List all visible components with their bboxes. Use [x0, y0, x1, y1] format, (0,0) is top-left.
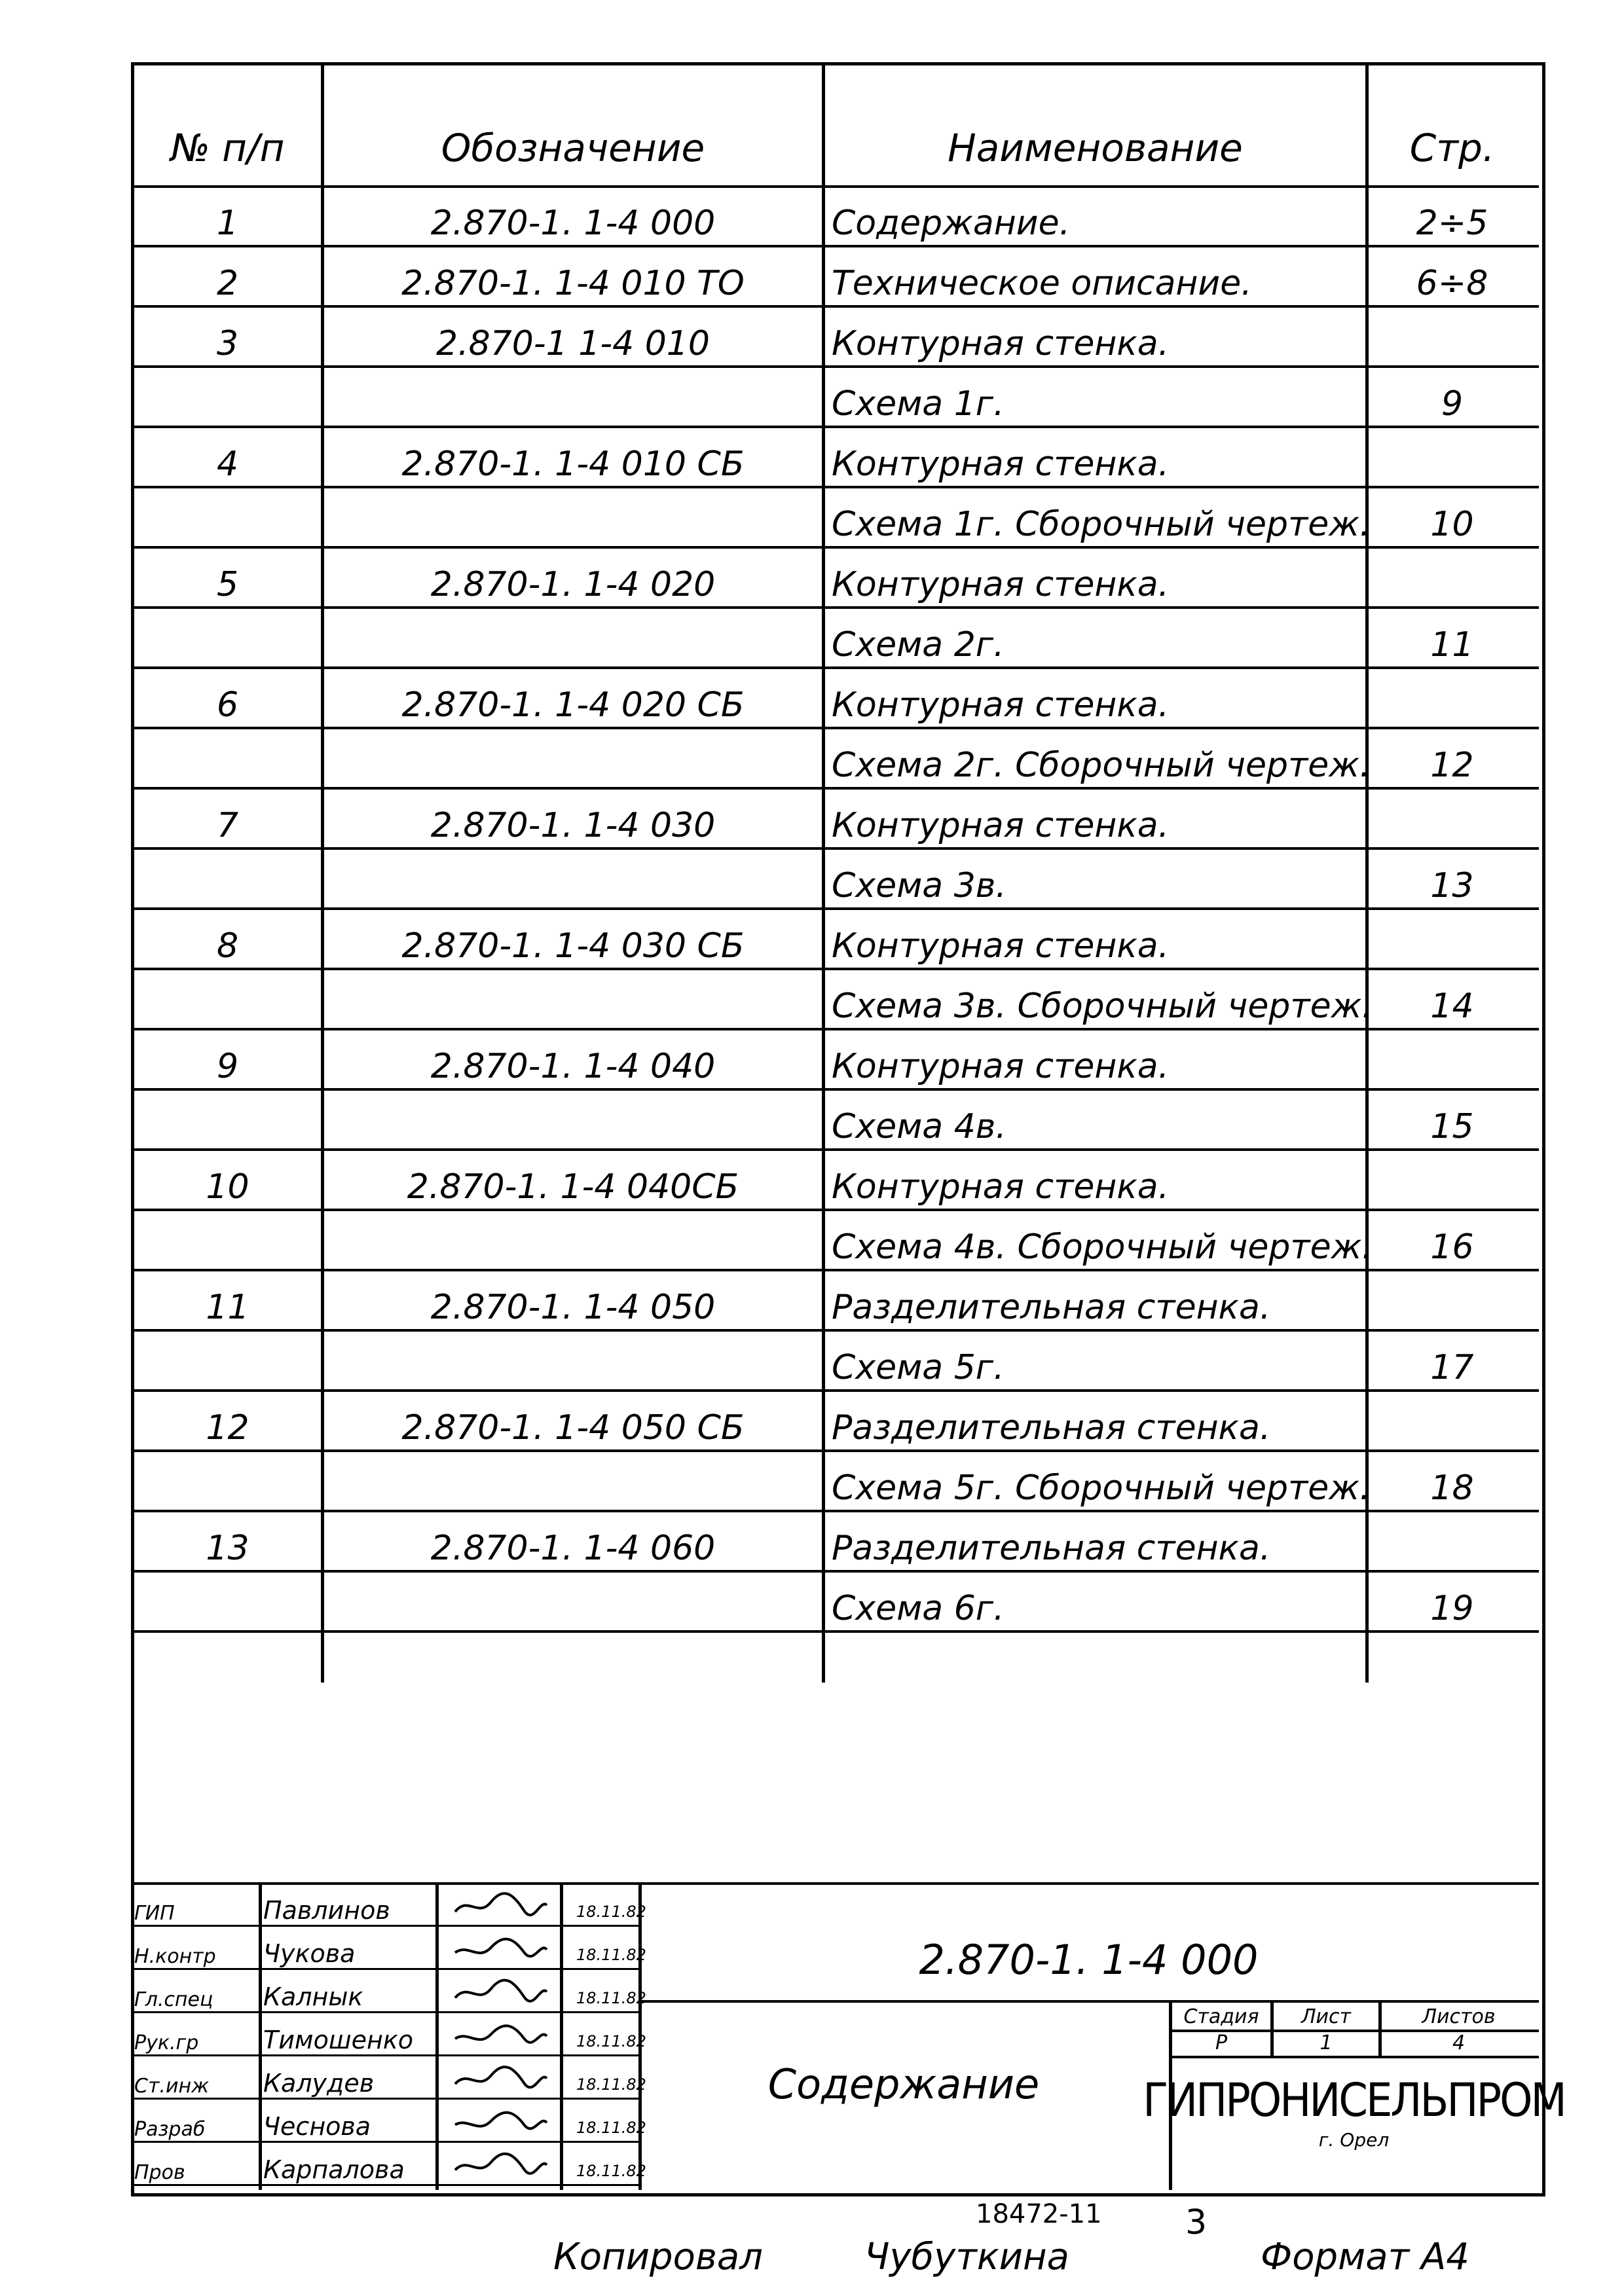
row-page-cell	[1369, 1396, 1536, 1448]
stamp-role: ГИП	[134, 1902, 175, 1925]
row-name-cell: Схема 5г. Сборочный чертеж.	[832, 1468, 1371, 1508]
row-rule	[134, 666, 1539, 669]
stamp-date: 18.11.82	[576, 2032, 646, 2050]
header-rule	[134, 185, 1539, 188]
stamp-date: 18.11.82	[576, 1903, 646, 1921]
row-designation-cell: 2.870-1. 1-4 010 СБ	[401, 445, 745, 484]
row-num-cell: 11	[206, 1288, 249, 1327]
row-num-cell: 9	[216, 1047, 239, 1086]
row-name-cell: Схема 1г.	[832, 384, 1005, 424]
row-rule	[134, 1630, 1539, 1633]
row-rule	[134, 787, 1539, 790]
footer-copied-name: Чубуткина	[864, 2236, 1069, 2278]
stamp-row-rule	[134, 2011, 638, 2013]
footer-format: Формат А4	[1261, 2236, 1469, 2278]
stamp-name: Чеснова	[263, 2112, 371, 2141]
row-num-cell: 12	[206, 1408, 249, 1448]
row-num-cell	[134, 1457, 321, 1508]
row-designation-cell: 2.870-1. 1-4 050	[430, 1288, 716, 1327]
stamp-stage-label: Стадия	[1183, 2005, 1259, 2028]
stamp-date: 18.11.82	[576, 2119, 646, 2137]
row-name-cell: Схема 4в. Сборочный чертеж.	[832, 1228, 1373, 1267]
signature-scribble	[452, 2022, 550, 2050]
row-designation-cell: 2.870-1. 1-4 040СБ	[407, 1167, 739, 1207]
row-rule	[134, 1570, 1539, 1573]
row-name-cell: Контурная стенка.	[832, 324, 1170, 363]
stamp-row-rule	[134, 2141, 638, 2143]
row-page-cell: 16	[1430, 1228, 1474, 1267]
row-designation-cell: 2.870-1 1-4 010	[436, 324, 710, 363]
row-name-cell: Схема 6г.	[832, 1589, 1005, 1628]
row-page-cell	[1369, 312, 1536, 363]
row-page-cell: 10	[1430, 505, 1474, 544]
row-num-cell: 7	[216, 806, 239, 845]
signature-scribble	[452, 2108, 550, 2137]
stamp-name: Чукова	[263, 1939, 356, 1968]
row-rule	[134, 727, 1539, 729]
row-page-cell: 18	[1430, 1468, 1474, 1508]
stamp-row-rule	[134, 2054, 638, 2056]
row-num-cell: 13	[206, 1529, 249, 1568]
stamp-name: Калудев	[263, 2069, 375, 2098]
row-name-cell: Схема 3в. Сборочный чертеж.	[832, 987, 1373, 1026]
stamp-sheet-label: Лист	[1301, 2005, 1352, 2028]
row-name-cell: Содержание.	[832, 204, 1071, 243]
row-designation-cell	[324, 1577, 822, 1628]
row-rule	[134, 426, 1539, 428]
row-page-cell: 11	[1430, 625, 1474, 665]
row-rule	[134, 847, 1539, 850]
row-rule	[134, 1269, 1539, 1271]
stamp-name: Павлинов	[263, 1896, 390, 1925]
stamp-stage-value: Р	[1215, 2032, 1228, 2054]
footer-copied-label: Копировал	[553, 2236, 763, 2278]
row-rule	[134, 1449, 1539, 1452]
row-name-cell: Контурная стенка.	[832, 685, 1170, 725]
stamp-city: г. Орел	[1318, 2129, 1390, 2151]
header-designation: Обозначение	[441, 126, 705, 170]
row-rule	[134, 305, 1539, 308]
stamp-row-rule	[134, 2184, 638, 2186]
stamp-role: Н.контр	[134, 1945, 216, 1968]
row-num-cell	[134, 975, 321, 1026]
stamp-date: 18.11.82	[576, 2075, 646, 2094]
stamp-role: Рук.гр	[134, 2032, 199, 2054]
stamp-date: 18.11.82	[576, 1989, 646, 2007]
stamp-sheet-value: 1	[1320, 2032, 1333, 2054]
row-designation-cell: 2.870-1. 1-4 040	[430, 1047, 716, 1086]
row-rule	[134, 1209, 1539, 1211]
row-num-cell: 10	[206, 1167, 249, 1207]
row-num-cell	[134, 854, 321, 905]
stamp-role: Разраб	[134, 2118, 206, 2141]
row-rule	[134, 1510, 1539, 1512]
footer-archive-no: 18472-11	[976, 2199, 1102, 2229]
row-designation-cell: 2.870-1. 1-4 020	[430, 565, 716, 604]
row-page-cell	[1369, 674, 1536, 725]
stamp-document-code: 2.870-1. 1-4 000	[919, 1936, 1259, 1984]
stamp-top-rule	[134, 1882, 1539, 1885]
row-page-cell: 15	[1430, 1107, 1474, 1146]
header-page: Стр.	[1409, 126, 1495, 170]
row-page-cell: 19	[1430, 1589, 1474, 1628]
row-name-cell: Разделительная стенка.	[832, 1529, 1271, 1568]
row-rule	[134, 1088, 1539, 1091]
stamp-date: 18.11.82	[576, 1946, 646, 1964]
row-num-cell	[134, 734, 321, 785]
row-page-cell: 14	[1430, 987, 1474, 1026]
stamp-vline-role	[259, 1882, 262, 2190]
stamp-vline-sign	[560, 1882, 563, 2190]
stamp-title: Содержание	[767, 2060, 1040, 2108]
stamp-role: Ст.инж	[134, 2075, 210, 2098]
row-num-cell	[134, 1216, 321, 1267]
row-designation-cell: 2.870-1. 1-4 020 СБ	[401, 685, 745, 725]
row-designation-cell	[324, 1095, 822, 1146]
row-rule	[134, 365, 1539, 368]
row-rule	[134, 968, 1539, 970]
row-rule	[134, 546, 1539, 549]
footer-page-no: 3	[1185, 2203, 1208, 2242]
row-name-cell: Разделительная стенка.	[832, 1288, 1271, 1327]
row-page-cell: 17	[1430, 1348, 1474, 1387]
row-page-cell: 13	[1430, 866, 1474, 905]
row-designation-cell	[324, 1457, 822, 1508]
row-num-cell	[134, 1577, 321, 1628]
stamp-name: Карпалова	[263, 2155, 405, 2184]
stamp-organization: ГИПРОНИСЕЛЬПРОМ	[1143, 2074, 1565, 2128]
row-designation-cell: 2.870-1. 1-4 050 СБ	[401, 1408, 745, 1448]
signature-scribble	[452, 1892, 550, 1921]
row-page-cell: 2÷5	[1416, 204, 1488, 243]
row-name-cell: Схема 2г. Сборочный чертеж.	[832, 746, 1371, 785]
signature-scribble	[452, 2065, 550, 2094]
row-designation-cell	[324, 373, 822, 424]
signature-scribble	[452, 1978, 550, 2007]
row-name-cell: Техническое описание.	[832, 264, 1252, 303]
stamp-name: Тимошенко	[263, 2026, 414, 2054]
row-name-cell: Разделительная стенка.	[832, 1408, 1271, 1448]
stamp-row-rule	[134, 2098, 638, 2100]
signature-scribble	[452, 1935, 550, 1964]
row-page-cell	[1369, 1517, 1536, 1568]
row-designation-cell: 2.870-1. 1-4 060	[430, 1529, 716, 1568]
row-name-cell: Схема 5г.	[832, 1348, 1005, 1387]
row-page-cell	[1369, 1156, 1536, 1207]
row-page-cell	[1369, 1035, 1536, 1086]
row-designation-cell	[324, 613, 822, 665]
row-designation-cell	[324, 734, 822, 785]
row-page-cell	[1369, 433, 1536, 484]
row-rule	[134, 907, 1539, 910]
row-page-cell	[1369, 553, 1536, 604]
stamp-role: Пров	[134, 2161, 185, 2184]
header-num: № п/п	[170, 126, 285, 170]
stamp-sheets-value: 4	[1452, 2032, 1466, 2054]
row-name-cell: Контурная стенка.	[832, 445, 1170, 484]
header-name: Наименование	[948, 126, 1243, 170]
row-designation-cell	[324, 493, 822, 544]
row-num-cell	[134, 1336, 321, 1387]
stamp-row-rule	[134, 1925, 638, 1927]
row-name-cell: Контурная стенка.	[832, 1167, 1170, 1207]
row-name-cell: Контурная стенка.	[832, 565, 1170, 604]
row-name-cell: Контурная стенка.	[832, 1047, 1170, 1086]
row-rule	[134, 486, 1539, 488]
row-designation-cell	[324, 1216, 822, 1267]
row-num-cell: 8	[216, 926, 239, 966]
row-designation-cell: 2.870-1. 1-4 030 СБ	[401, 926, 745, 966]
row-name-cell: Схема 2г.	[832, 625, 1005, 665]
row-name-cell: Схема 4в.	[832, 1107, 1006, 1146]
row-name-cell: Схема 1г. Сборочный чертеж.	[832, 505, 1371, 544]
row-num-cell: 5	[216, 565, 239, 604]
row-page-cell: 12	[1430, 746, 1474, 785]
row-designation-cell	[324, 975, 822, 1026]
row-num-cell: 2	[216, 264, 239, 303]
stamp-name: Калнык	[263, 1982, 363, 2011]
row-num-cell	[134, 1095, 321, 1146]
stamp-row-rule	[134, 1968, 638, 1970]
row-rule	[134, 245, 1539, 247]
row-name-cell: Контурная стенка.	[832, 806, 1170, 845]
row-rule	[134, 1148, 1539, 1151]
row-num-cell: 4	[216, 445, 239, 484]
row-rule	[134, 606, 1539, 609]
row-page-cell	[1369, 794, 1536, 845]
row-page-cell: 6÷8	[1416, 264, 1488, 303]
row-page-cell	[1369, 915, 1536, 966]
row-num-cell: 3	[216, 324, 239, 363]
col-divider-2	[822, 65, 825, 1683]
row-rule	[134, 1329, 1539, 1332]
stamp-date: 18.11.82	[576, 2162, 646, 2180]
stamp-stage-rule2	[1169, 2056, 1539, 2058]
stamp-vline-name	[435, 1882, 439, 2190]
signature-scribble	[452, 2151, 550, 2180]
row-num-cell	[134, 373, 321, 424]
stamp-role: Гл.спец	[134, 1988, 213, 2011]
row-page-cell: 9	[1441, 384, 1464, 424]
row-num-cell: 6	[216, 685, 239, 725]
row-num-cell	[134, 493, 321, 544]
row-page-cell	[1369, 1276, 1536, 1327]
row-designation-cell: 2.870-1. 1-4 030	[430, 806, 716, 845]
row-num-cell	[134, 613, 321, 665]
row-designation-cell: 2.870-1. 1-4 010 ТО	[401, 264, 745, 303]
row-rule	[134, 1389, 1539, 1392]
row-rule	[134, 1028, 1539, 1030]
row-designation-cell	[324, 854, 822, 905]
row-num-cell: 1	[216, 204, 239, 243]
row-designation-cell	[324, 1336, 822, 1387]
row-name-cell: Схема 3в.	[832, 866, 1006, 905]
stamp-sheets-label: Листов	[1422, 2005, 1496, 2028]
row-designation-cell: 2.870-1. 1-4 000	[430, 204, 716, 243]
row-name-cell: Контурная стенка.	[832, 926, 1170, 966]
